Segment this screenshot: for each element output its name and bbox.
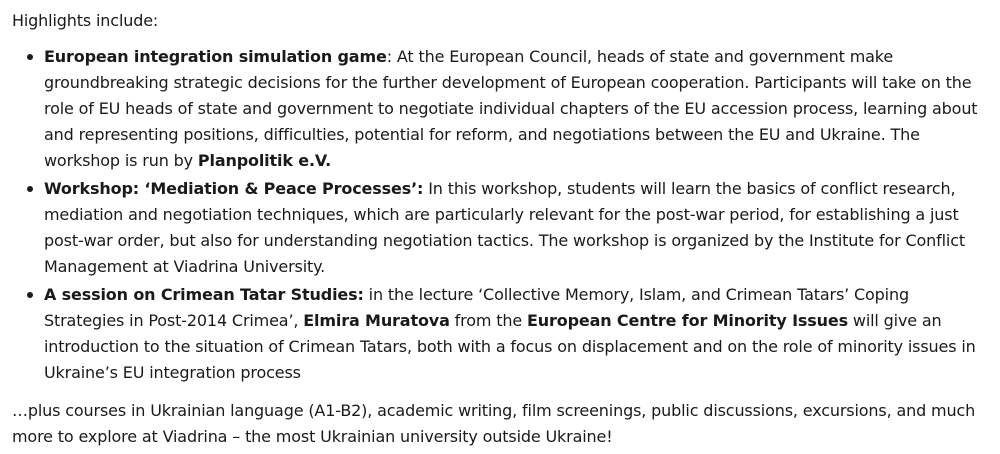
item-text: in the lecture ‘Collective Memory, Islam, and Crimean Tatars’ Coping Strategies in Post-2014 Crimea’, — [44, 285, 909, 330]
list-item-mediation-workshop — [44, 176, 988, 280]
highlights-list — [12, 44, 988, 386]
bullet-icon — [27, 292, 33, 298]
bullet-icon — [27, 54, 33, 60]
list-item-simulation-game — [44, 44, 988, 174]
item-text: from the — [449, 311, 527, 330]
speaker-name: Elmira Muratova — [303, 311, 450, 330]
organization-name: European Centre for Minority Issues — [526, 311, 848, 330]
list-item-crimean-tatar-session — [44, 282, 988, 386]
item-title: Workshop: ‘Mediation & Peace Processes’: — [44, 179, 424, 198]
item-text: At the European Council, heads of state and government make groundbreaking strategic decisions for the further development of European cooperation. Participants will take on the role of EU heads of state and government to negotiate individual chapters of the EU accession process, learning about and representing positions, difficulties, potential for reform, and negotiations between the EU and Ukraine. The workshop is run by — [44, 47, 978, 170]
outro-text: …plus courses in Ukrainian language (A1-B2), academic writing, film screenings, public discussions, excursions, and much more to explore at Viadrina – the most Ukrainian university outside Ukraine! — [12, 401, 976, 446]
bullet-icon — [27, 186, 33, 192]
intro-text: Highlights include: — [12, 11, 159, 30]
item-text: In this workshop, students will learn the basics of conflict research, mediation and negotiation techniques, which are particularly relevant for the post-war period, for establishing a just post-war order, but also for understanding negotiation tactics. The workshop is organized by the Institute for Conflict Management at Viadrina University. — [44, 179, 965, 276]
item-separator: : — [386, 47, 397, 66]
item-title: A session on Crimean Tatar Studies: — [44, 285, 364, 304]
item-title: European integration simulation game — [44, 47, 387, 66]
organizer-name: Planpolitik e.V. — [197, 151, 331, 170]
item-text: will give an introduction to the situation of Crimean Tatars, both with a focus on displacement and on the role of minority issues in Ukraine’s EU integration process — [44, 311, 976, 382]
